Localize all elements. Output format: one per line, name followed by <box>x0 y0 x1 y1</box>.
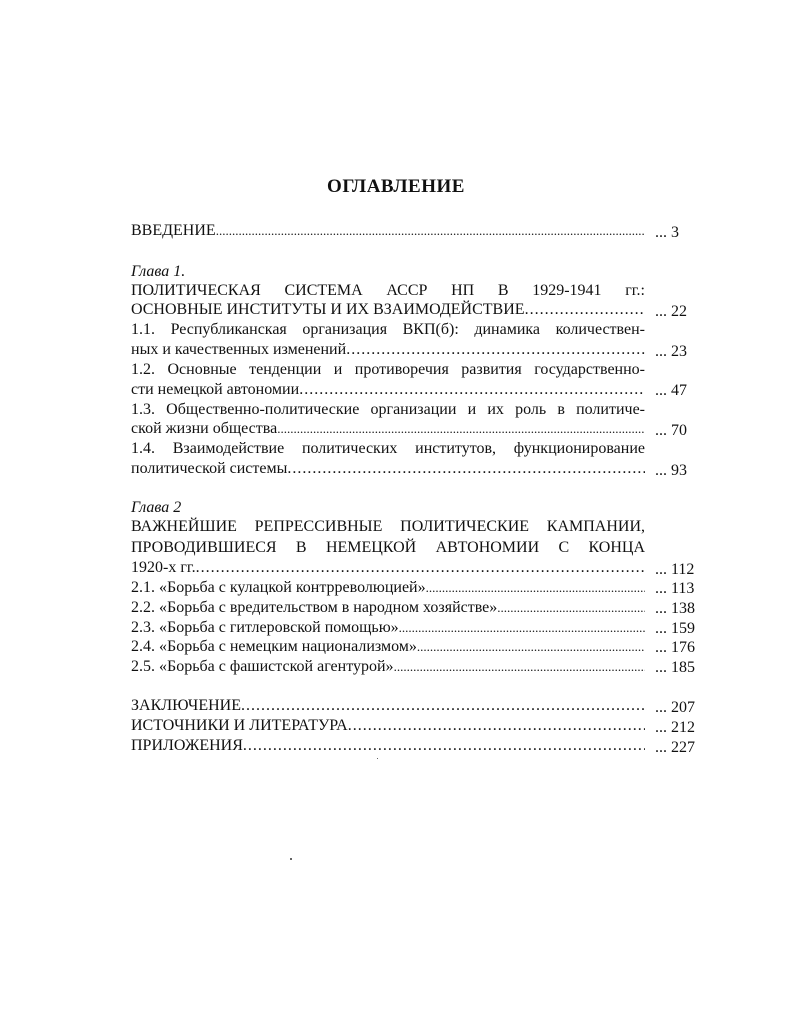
scan-speck <box>290 858 292 860</box>
leader-dots <box>216 221 645 241</box>
chapter-label: Глава 1. <box>131 263 186 280</box>
section-line: 1.1. Республиканская организация ВКП(б): динамика количествен- <box>131 321 645 338</box>
section-line <box>131 419 645 439</box>
page-number: ... 159 <box>655 620 695 637</box>
leader-dots <box>399 618 645 638</box>
leader-dots <box>243 736 645 756</box>
page-number: ... 113 <box>655 580 695 597</box>
toc-title: ОГЛАВЛЕНИЕ <box>327 176 465 197</box>
section-line: 1.2. Основные тенденции и противоречия развития государственно- <box>131 361 645 378</box>
section-line <box>131 598 645 618</box>
page-number: ... 47 <box>655 382 687 399</box>
page-number: ... 22 <box>655 303 687 320</box>
chapter-label: Глава 2 <box>131 499 182 516</box>
section-line <box>131 637 645 657</box>
page-number: ... 176 <box>655 639 695 656</box>
section-line: 1.3. Общественно-политические организации и их роль в политиче- <box>131 401 645 418</box>
page-number: ... 93 <box>655 462 687 479</box>
toc-entry-label: политической системы <box>131 460 288 477</box>
chapter-title-line: ВАЖНЕЙШИЕ РЕПРЕССИВНЫЕ ПОЛИТИЧЕСКИЕ КАМПАНИИ, <box>131 518 645 535</box>
toc-entry-label: ОСНОВНЫЕ ИНСТИТУТЫ И ИХ ВЗАИМОДЕЙСТВИЕ <box>131 301 525 318</box>
section-line <box>131 657 645 677</box>
page-number: ... 185 <box>655 659 695 676</box>
toc-entry-label: ЗАКЛЮЧЕНИЕ <box>131 697 241 714</box>
page-number: ... 138 <box>655 600 695 617</box>
page-number: ... 207 <box>655 699 695 716</box>
toc-entry-label: ИСТОЧНИКИ И ЛИТЕРАТУРА <box>131 717 348 734</box>
leader-dots <box>196 558 645 578</box>
leader-dots <box>287 459 645 479</box>
toc-entry-label: ВВЕДЕНИЕ <box>131 222 216 239</box>
chapter-title-line <box>131 300 645 320</box>
section-line <box>131 340 645 360</box>
toc-entry-label: 2.4. «Борьба с немецким национализмом» <box>131 638 417 655</box>
leader-dots <box>394 657 645 677</box>
section-line <box>131 380 645 400</box>
leader-dots <box>299 380 645 400</box>
section-line <box>131 618 645 638</box>
scan-speck <box>377 758 378 759</box>
chapter-title-line <box>131 558 645 578</box>
page-number: ... 227 <box>655 739 695 756</box>
toc-entry-label: ской жизни общества <box>131 420 278 437</box>
page-number: ... 112 <box>655 561 695 578</box>
toc-entry-label: ПРИЛОЖЕНИЯ <box>131 737 243 754</box>
leader-dots <box>277 419 645 439</box>
chapter-title-line: ПОЛИТИЧЕСКАЯ СИСТЕМА АССР НП В 1929-1941 гг.: <box>131 282 645 299</box>
toc-entry-conclusion <box>131 696 645 716</box>
chapter-title-line: ПРОВОДИВШИЕСЯ В НЕМЕЦКОЙ АВТОНОМИИ С КОНЦА <box>131 539 645 556</box>
page-number: ... 212 <box>655 719 695 736</box>
toc-entry-sources <box>131 716 645 736</box>
section-line <box>131 578 645 598</box>
page-number: ... 23 <box>655 343 687 360</box>
toc-entry-label: сти немецкой автономии <box>131 381 300 398</box>
page-number: ... 70 <box>655 422 687 439</box>
leader-dots <box>346 340 645 360</box>
leader-dots <box>426 578 645 598</box>
toc-entry-label: 2.3. «Борьба с гитлеровской помощью» <box>131 619 399 636</box>
toc-entry-label: 2.1. «Борьба с кулацкой контрреволюцией» <box>131 579 426 596</box>
leader-dots <box>417 637 645 657</box>
page-number: ... 3 <box>655 224 679 241</box>
toc-entry-appendices <box>131 736 645 756</box>
toc-entry-label: 2.2. «Борьба с вредительством в народном хозяйстве» <box>131 599 498 616</box>
leader-dots <box>241 696 645 716</box>
section-line: 1.4. Взаимодействие политических институтов, функционирование <box>131 440 645 457</box>
toc-entry-label: ных и качественных изменений <box>131 341 347 358</box>
toc-entry-label: 1920-х гг. <box>131 559 196 576</box>
leader-dots <box>525 300 645 320</box>
toc-entry-introduction <box>131 221 645 241</box>
section-line <box>131 459 645 479</box>
leader-dots <box>348 716 645 736</box>
toc-entry-label: 2.5. «Борьба с фашистской агентурой» <box>131 658 394 675</box>
leader-dots <box>497 598 645 618</box>
